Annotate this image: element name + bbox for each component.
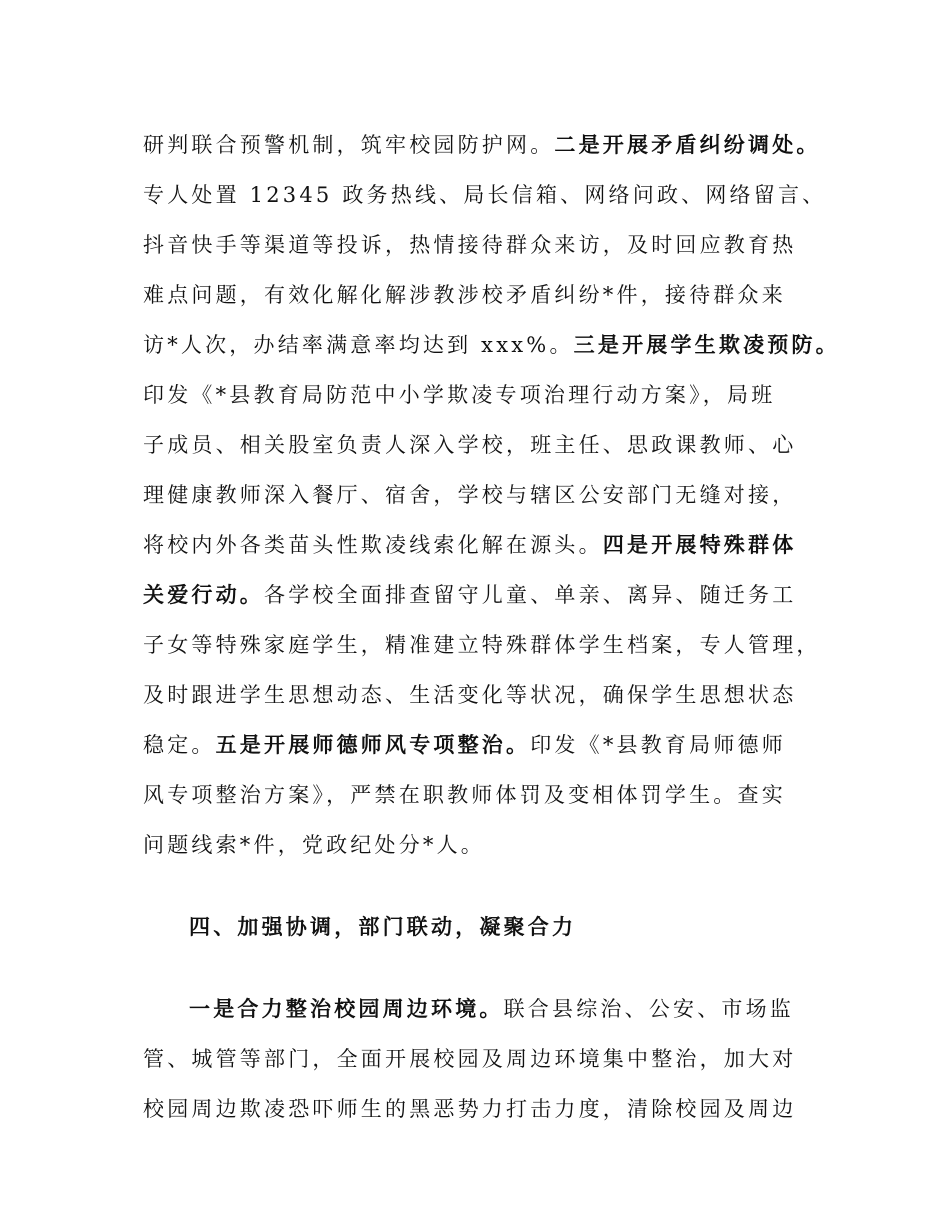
bold-item-title: 三是开展学生欺凌预防。 (573, 333, 840, 357)
body-text: 将校内外各类苗头性欺凌线索化解在源头。 (143, 533, 603, 557)
body-text: 联合县综治、公安、市场监 (503, 997, 795, 1021)
bold-item-title: 五是开展师德师风专项整治。 (215, 733, 531, 757)
text-line: 子成员、相关股室负责人深入学校，班主任、思政课教师、心 (143, 433, 797, 457)
text-line: 校园周边欺凌恐吓师生的黑恶势力打击力度，清除校园及周边 (143, 1097, 797, 1121)
text-line: 难点问题，有效化解化解涉教涉校矛盾纠纷*件，接待群众来 (143, 283, 786, 307)
bold-item-title: 关爱行动。 (143, 583, 264, 607)
text-line: 理健康教师深入餐厅、宿舍，学校与辖区公安部门无缝对接， (143, 483, 797, 507)
body-text: 各学校全面排查留守儿童、单亲、离异、随迁务工 (264, 583, 797, 607)
text-line: 抖音快手等渠道等投诉，热情接待群众来访，及时回应教育热 (143, 233, 797, 257)
body-text: 研判联合预警机制，筑牢校园防护网。 (143, 133, 555, 157)
text-line: 问题线索*件，党政纪处分*人。 (143, 833, 485, 857)
text-line (143, 320, 840, 370)
bold-item-title: 二是开展矛盾纠纷调处。 (554, 133, 821, 157)
text-line: 及时跟进学生思想动态、生活变化等状况，确保学生思想状态 (143, 683, 797, 707)
text-line (143, 720, 823, 770)
section-heading: 四、加强协调，部门联动，凝聚合力 (189, 915, 577, 939)
document-body (143, 120, 840, 1134)
text-line: 风专项整治方案》，严禁在职教师体罚及变相体罚学生。查实 (143, 783, 786, 807)
body-text: 稳定。 (143, 733, 216, 757)
text-line (143, 120, 823, 170)
text-line: 管、城管等部门，全面开展校园及周边环境集中整治，加大对 (143, 1047, 797, 1071)
body-text: 印发《*县教育局师德师 (530, 733, 786, 757)
text-line: 印发《*县教育局防范中小学欺凌专项治理行动方案》，局班 (143, 383, 776, 407)
body-text: 访*人次，办结率满意率均达到 xxx%。 (143, 333, 574, 357)
text-line (143, 520, 823, 570)
paragraph-gap (143, 870, 823, 902)
bold-item-title: 四是开展特殊群体 (602, 533, 797, 557)
bold-item-title: 一是合力整治校园周边环境。 (189, 997, 504, 1021)
text-line: 专人处置 12345 政务热线、局长信箱、网络问政、网络留言、 (143, 183, 827, 207)
text-line (143, 984, 823, 1034)
paragraph-gap (143, 952, 823, 984)
text-line (143, 570, 823, 620)
text-line: 子女等特殊家庭学生，精准建立特殊群体学生档案，专人管理， (143, 633, 821, 657)
